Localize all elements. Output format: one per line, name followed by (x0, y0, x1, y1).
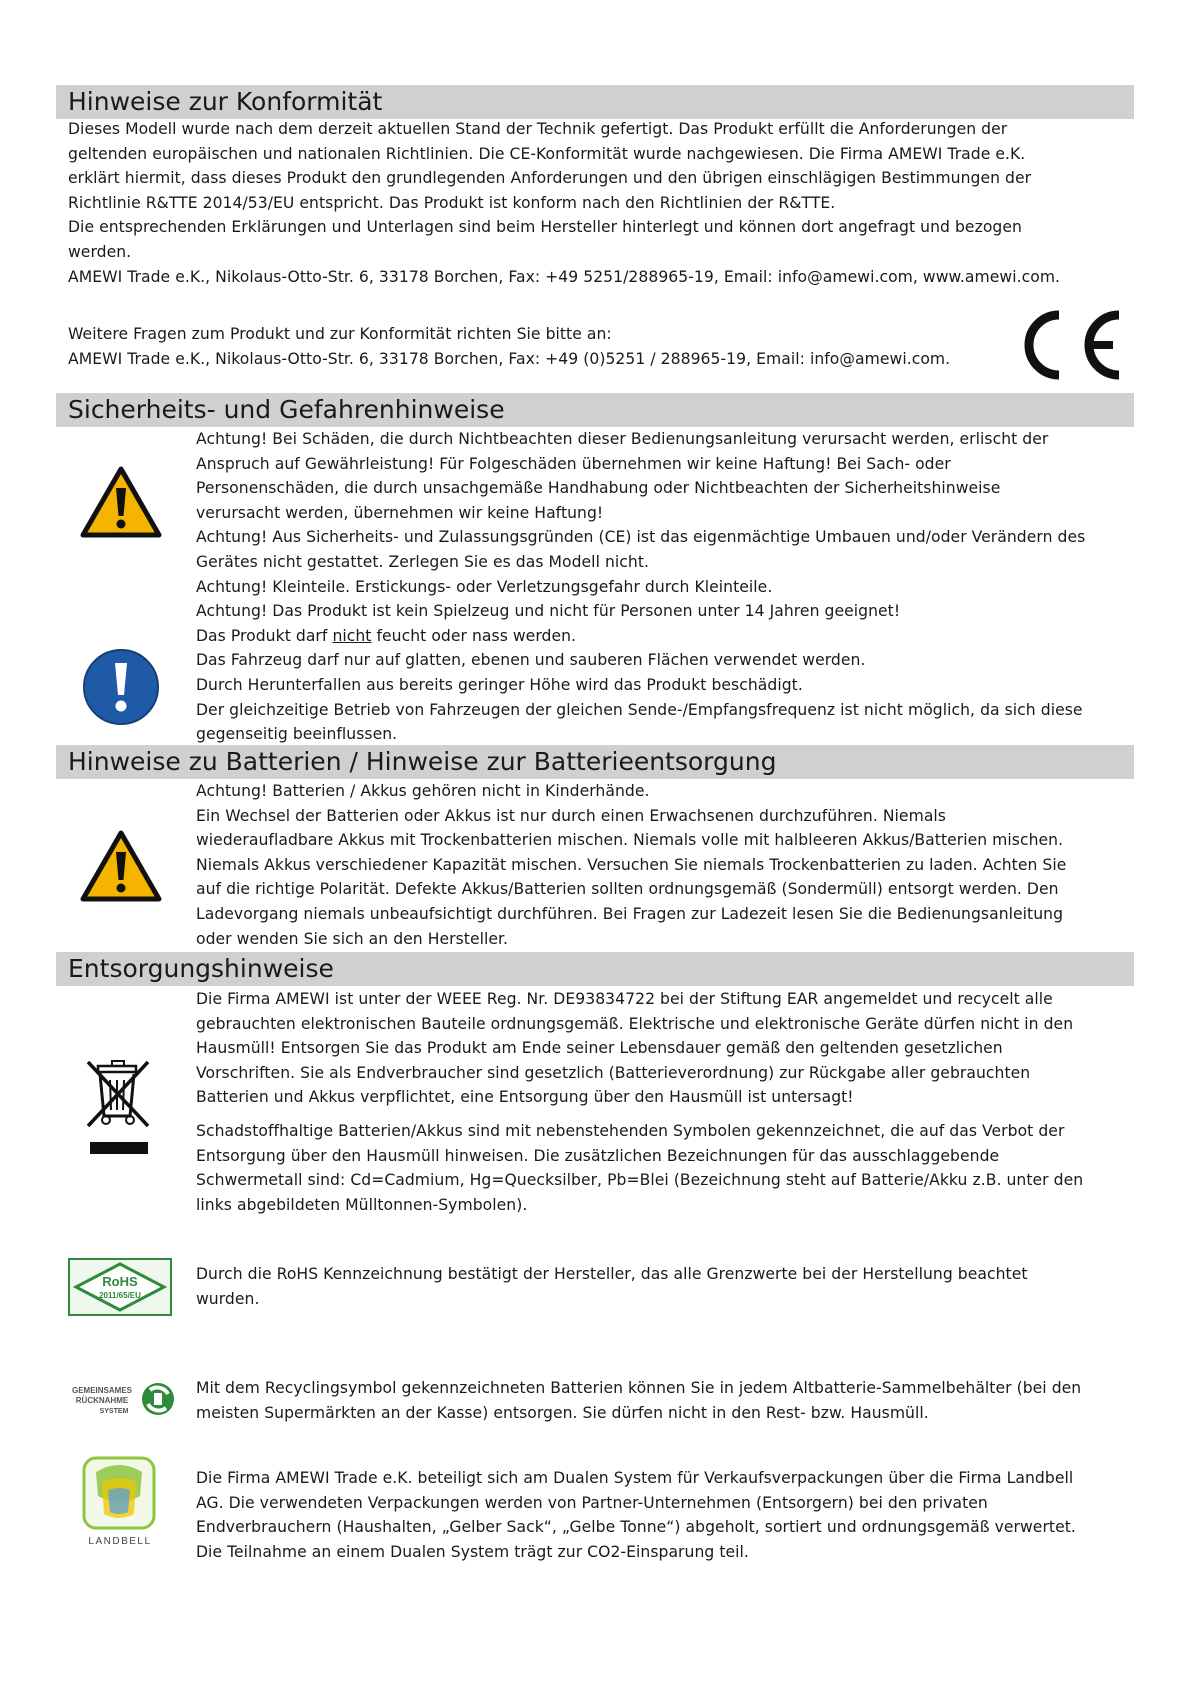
recycling-text (196, 1376, 1136, 1425)
text-line: AMEWI Trade e.K., Nikolaus-Otto-Str. 6, 33178 Borchen, Fax: +49 5251/288965-19, Email: info@amewi.com, www.amewi.com. (68, 267, 1061, 286)
conformity-paragraph (68, 117, 1128, 289)
svg-text:GEMEINSAMES: GEMEINSAMES (71, 1386, 133, 1395)
text-line: verursacht werden, übernehmen wir keine Haftung! (196, 503, 604, 522)
text-line: Schwermetall sind: Cd=Cadmium, Hg=Quecksilber, Pb=Blei (Bezeichnung steht auf Batterie/Akku z.B. unter den (196, 1171, 1084, 1190)
text-line: gegenseitig beeinflussen. (196, 725, 398, 744)
ce-mark-icon (1015, 306, 1123, 384)
text-line: Achtung! Das Produkt ist kein Spielzeug und nicht für Personen unter 14 Jahren geeignet! (196, 602, 901, 621)
disposal-text-weee (196, 987, 1136, 1110)
text-line: wurden. (196, 1289, 260, 1308)
text-line: Die Firma AMEWI ist unter der WEEE Reg. Nr. DE93834722 bei der Stiftung EAR angemeldet und recycelt alle (196, 990, 1053, 1008)
section-header-safety (56, 393, 1134, 427)
mandatory-info-icon (82, 648, 160, 726)
text-fragment: feucht oder nass werden. (371, 626, 577, 645)
text-line: Das Fahrzeug darf nur auf glatten, ebenen und sauberen Flächen verwendet werden. (196, 651, 866, 670)
text-line: Hausmüll! Entsorgen Sie das Produkt am Ende seiner Lebensdauer gemäß den geltenden gesetzlichen (196, 1039, 1003, 1058)
safety-text (196, 427, 1136, 747)
text-line: auf die richtige Polarität. Defekte Akkus/Batterien sollten ordnungsgemäß (Sondermüll) entsorgt werden. Den (196, 880, 1059, 899)
text-line: Weitere Fragen zum Produkt und zur Konformität richten Sie bitte an: (68, 325, 612, 343)
warning-triangle-icon (80, 830, 162, 902)
svg-text:LANDBELL: LANDBELL (88, 1536, 152, 1547)
section-title: Entsorgungshinweise (68, 954, 334, 983)
text-line: Der gleichzeitige Betrieb von Fahrzeugen der gleichen Sende-/Empfangsfrequenz ist nicht möglich, da sich diese (196, 700, 1083, 719)
rohs-text (196, 1262, 1136, 1311)
text-line: AG. Die verwendeten Verpackungen werden von Partner-Unternehmen (Entsorgern) bei den privaten (196, 1493, 988, 1512)
text-line: Mit dem Recyclingsymbol gekennzeichneten Batterien können Sie in jedem Altbatterie-Sammelbehälter (bei den (196, 1379, 1082, 1397)
text-fragment: Das Produkt darf (196, 626, 333, 645)
conformity-contact (68, 322, 1008, 371)
underlined-word: nicht (332, 626, 372, 645)
text-line: Gerätes nicht gestattet. Zerlegen Sie es das Modell nicht. (196, 552, 650, 571)
text-line: Durch Herunterfallen aus bereits geringer Höhe wird das Produkt beschädigt. (196, 675, 803, 694)
section-header-batteries (56, 745, 1134, 779)
text-line: Die entsprechenden Erklärungen und Unterlagen sind beim Hersteller hinterlegt und können dort angefragt und bezogen (68, 218, 1022, 237)
text-line: erklärt hiermit, dass dieses Produkt den grundlegenden Anforderungen und den übrigen einschlägigen Bestimmungen der (68, 169, 1032, 188)
svg-text:2011/65/EU: 2011/65/EU (99, 1291, 141, 1300)
text-line: gebrauchten elektronischen Bauteile ordnungsgemäß. Elektrische und elektronische Geräte dürfen nicht in den (196, 1014, 1074, 1033)
text-line: wiederaufladbare Akkus mit Trockenbatterien mischen. Niemals volle mit halbleeren Akkus/Batterien mischen. (196, 831, 1064, 850)
text-line: Entsorgung über den Hausmüll hinweisen. Die zusätzlichen Bezeichnungen für das ausschlaggebende (196, 1146, 1000, 1165)
svg-text:RoHS: RoHS (102, 1274, 138, 1289)
text-line: meisten Supermärkten an der Kasse) entsorgen. Sie dürfen nicht in den Rest- bzw. Hausmüll. (196, 1403, 929, 1422)
section-title: Hinweise zur Konformität (68, 87, 383, 116)
text-line: werden. (68, 242, 132, 261)
text-line: Niemals Akkus verschiedener Kapazität mischen. Versuchen Sie niemals Trockenbatterien zu laden. Achten Sie (196, 855, 1067, 874)
text-line: Batterien und Akkus verpflichtet, eine Entsorgung über den Hausmüll ist untersagt! (196, 1088, 854, 1107)
section-title: Hinweise zu Batterien / Hinweise zur Batterieentsorgung (68, 747, 777, 776)
text-line: Durch die RoHS Kennzeichnung bestätigt der Hersteller, das alle Grenzwerte bei der Herstellung beachtet (196, 1265, 1028, 1283)
text-line: Die Teilnahme an einem Dualen System trägt zur CO2-Einsparung teil. (196, 1542, 749, 1561)
text-line: Personenschäden, die durch unsachgemäße Handhabung oder Nichtbeachten der Sicherheitshinweise (196, 479, 1001, 498)
disposal-text-heavy-metals (196, 1119, 1136, 1217)
section-header-disposal (56, 952, 1134, 986)
text-line: Ein Wechsel der Batterien oder Akkus ist nur durch einen Erwachsenen durchzuführen. Niemals (196, 806, 946, 825)
text-line: Endverbrauchern (Haushalten, „Gelber Sack“, „Gelbe Tonne“) abgeholt, sortiert und ordnungsgemäß verwertet. (196, 1518, 1076, 1537)
text-line (196, 624, 1136, 649)
text-line: AMEWI Trade e.K., Nikolaus-Otto-Str. 6, 33178 Borchen, Fax: +49 (0)5251 / 288965-19, Email: info@amewi.com. (68, 349, 951, 368)
text-line: links abgebildeten Mülltonnen-Symbolen). (196, 1195, 528, 1214)
text-line: oder wenden Sie sich an den Hersteller. (196, 929, 509, 948)
text-line: Achtung! Aus Sicherheits- und Zulassungsgründen (CE) ist das eigenmächtige Umbauen und/oder Verändern des (196, 528, 1086, 547)
section-title: Sicherheits- und Gefahrenhinweise (68, 395, 505, 424)
section-header-conformity (56, 85, 1134, 119)
svg-text:SYSTEM: SYSTEM (99, 1408, 129, 1415)
landbell-logo-icon (78, 1456, 162, 1548)
text-line: Achtung! Batterien / Akkus gehören nicht in Kinderhände. (196, 782, 650, 800)
text-line: Schadstoffhaltige Batterien/Akkus sind mit nebenstehenden Symbolen gekennzeichnet, die auf das Verbot der (196, 1122, 1065, 1140)
text-line: Achtung! Bei Schäden, die durch Nichtbeachten dieser Bedienungsanleitung verursacht werden, erlischt der (196, 430, 1049, 448)
landbell-text (196, 1466, 1136, 1564)
text-line: Dieses Modell wurde nach dem derzeit aktuellen Stand der Technik gefertigt. Das Produkt erfüllt die Anforderungen der (68, 120, 1008, 138)
text-line: geltenden europäischen und nationalen Richtlinien. Die CE-Konformität wurde nachgewiesen. Die Firma AMEWI Trade e.K. (68, 144, 1026, 163)
svg-text:RÜCKNAHME: RÜCKNAHME (75, 1396, 129, 1405)
text-line: Ladevorgang niemals unbeaufsichtigt durchführen. Bei Fragen zur Ladezeit lesen Sie die Bedienungsanleitung (196, 904, 1064, 923)
rohs-logo-icon (68, 1258, 172, 1316)
grs-recycling-logo-icon (64, 1378, 176, 1422)
text-line: Vorschriften. Sie als Endverbraucher sind gesetzlich (Batterieverordnung) zur Rückgabe aller gebrauchten (196, 1063, 1031, 1082)
text-line: Achtung! Kleinteile. Erstickungs- oder Verletzungsgefahr durch Kleinteile. (196, 577, 773, 596)
text-line: Die Firma AMEWI Trade e.K. beteiligt sich am Dualen System für Verkaufsverpackungen über die Firma Landbell (196, 1469, 1074, 1487)
warning-triangle-icon (80, 466, 162, 538)
crossed-bin-icon (84, 1058, 156, 1158)
text-line: Richtlinie R&TTE 2014/53/EU entspricht. Das Produkt ist konform nach den Richtlinien der R&TTE. (68, 193, 836, 212)
batteries-text (196, 779, 1136, 951)
text-line: Anspruch auf Gewährleistung! Für Folgeschäden übernehmen wir keine Haftung! Bei Sach- oder (196, 454, 951, 473)
